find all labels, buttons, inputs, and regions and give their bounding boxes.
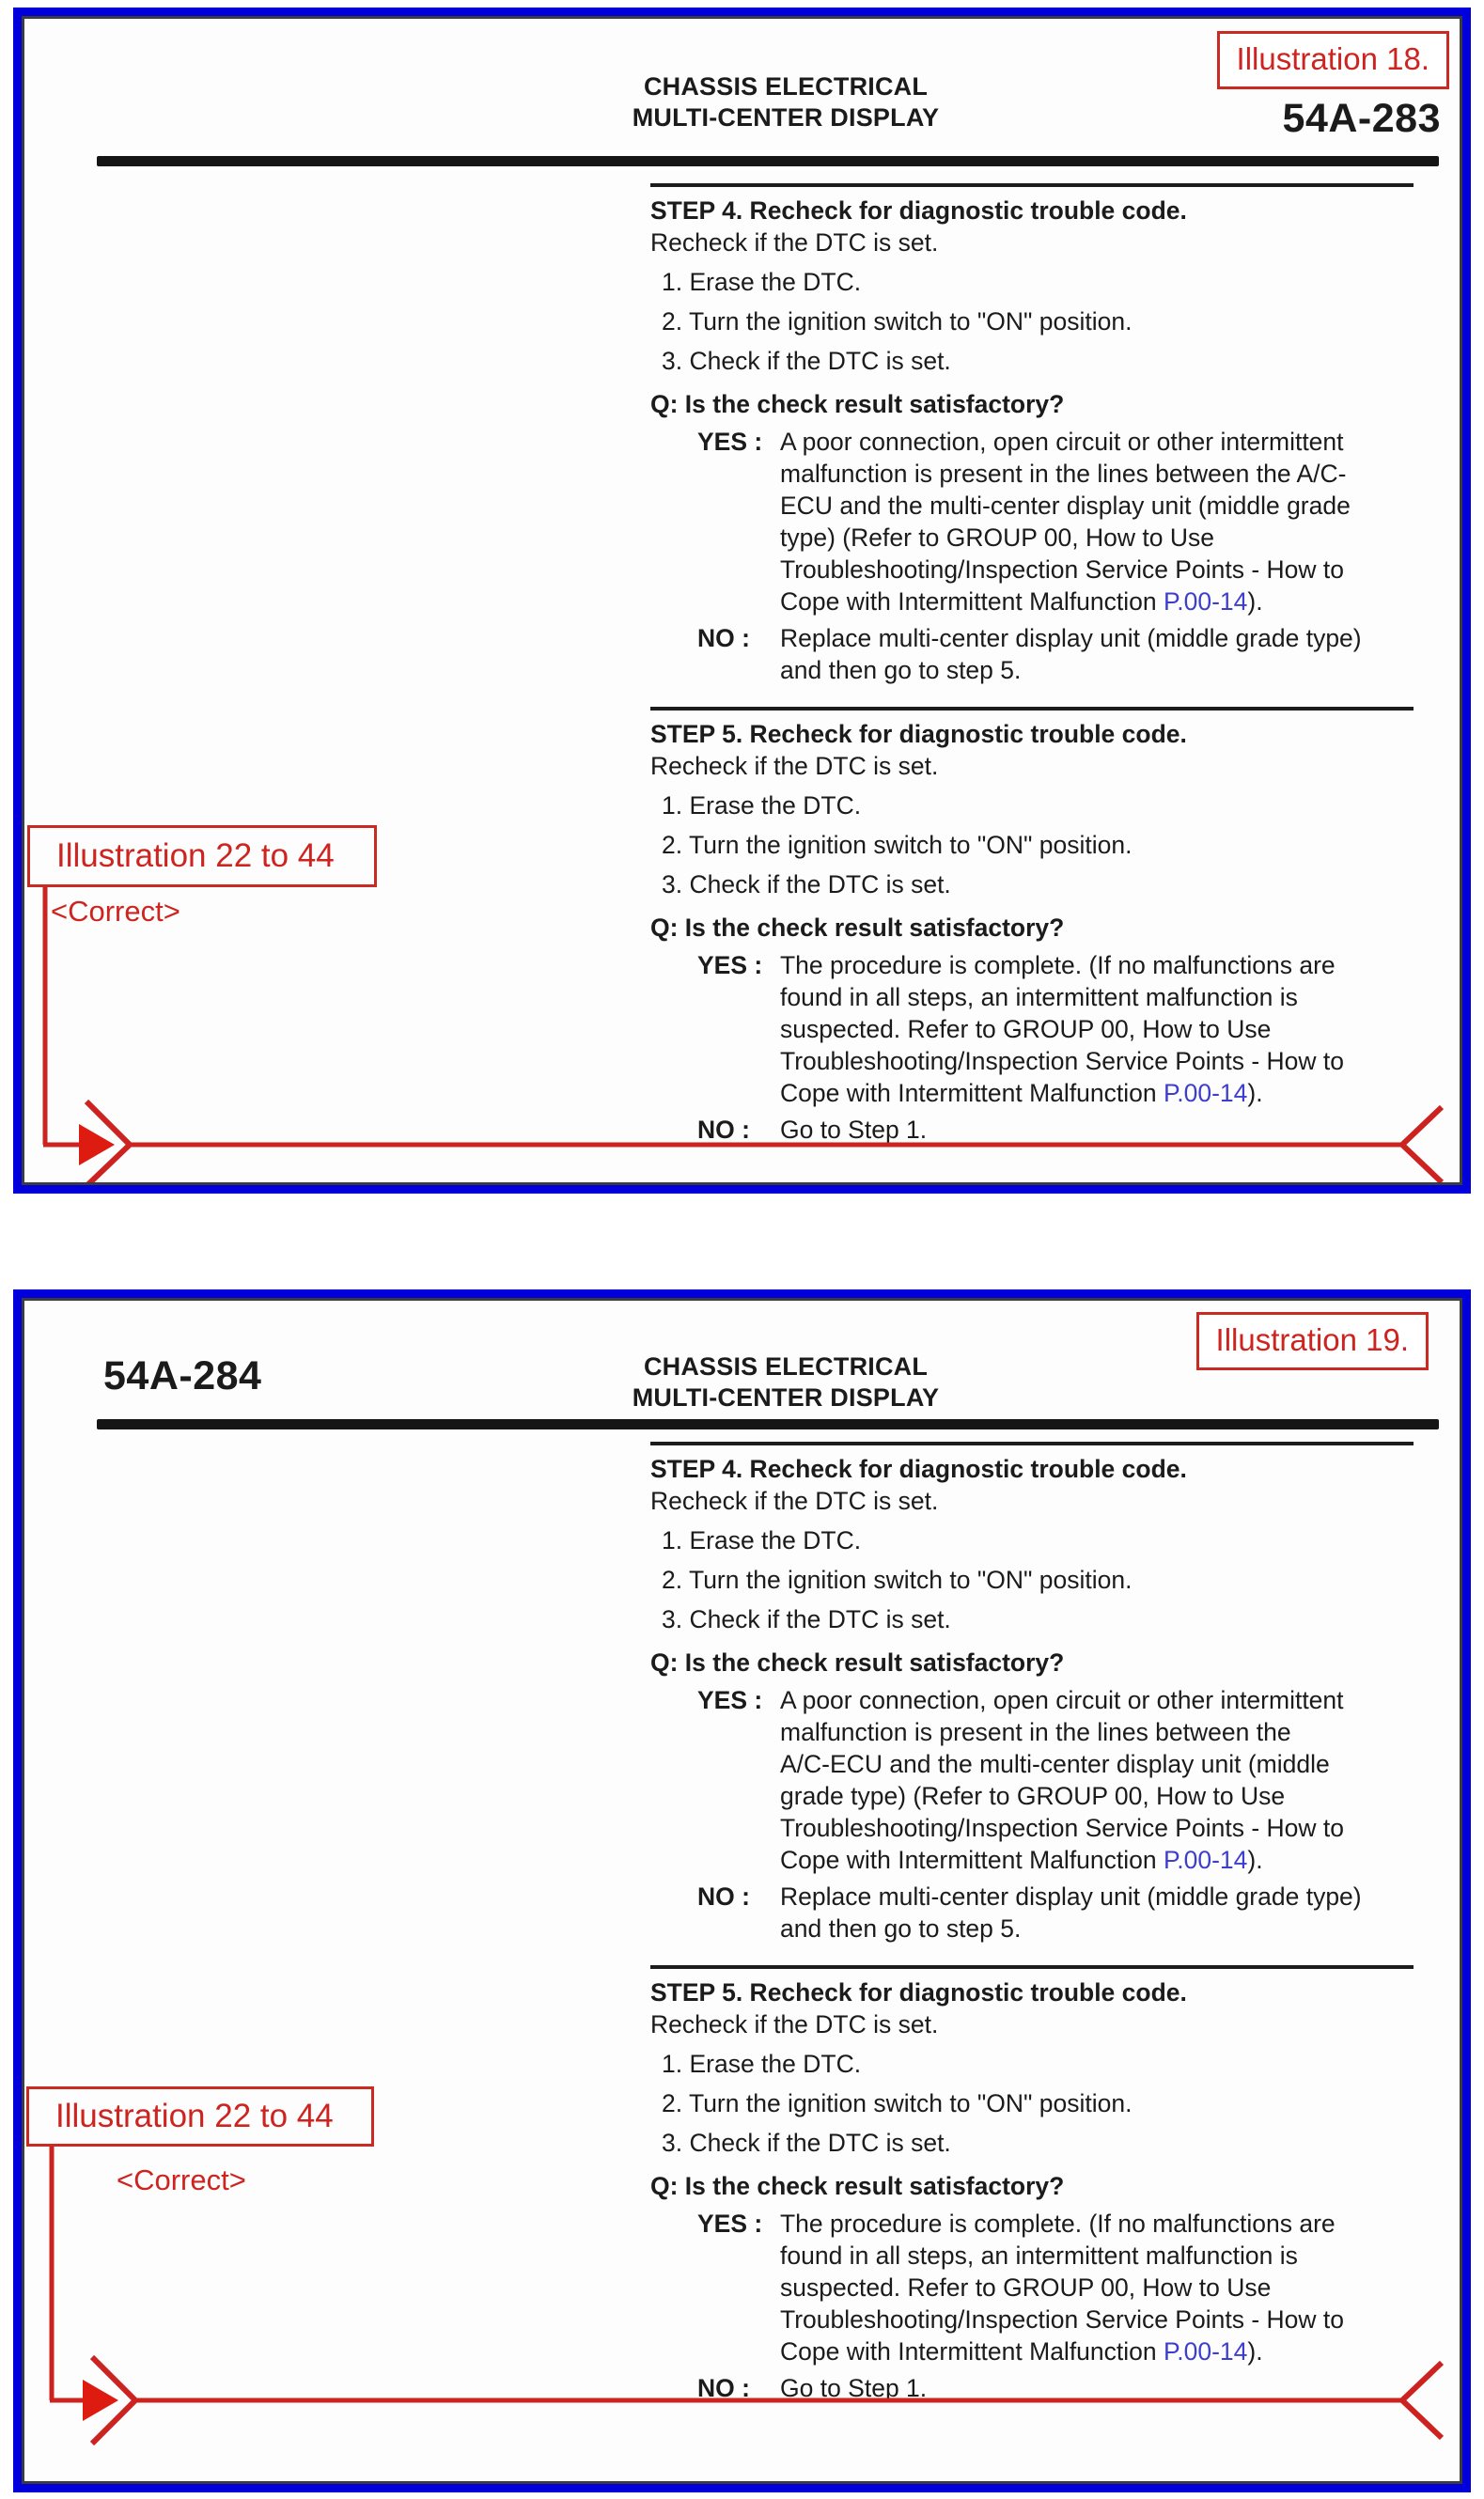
step-item: 2. Turn the ignition switch to "ON" position. <box>662 307 1133 336</box>
yes-answer <box>650 426 1414 617</box>
step-item: 3. Check if the DTC is set. <box>662 1605 951 1633</box>
page-ref-link[interactable]: P.00-14 <box>1164 1079 1248 1107</box>
yes-line: suspected. Refer to GROUP 00, How to Use <box>780 1015 1272 1043</box>
no-lines <box>780 622 1414 686</box>
yes-line: A poor connection, open circuit or other intermittent <box>780 428 1344 456</box>
yes-line: The procedure is complete. (If no malfunctions are <box>780 951 1336 979</box>
no-answer <box>650 622 1414 686</box>
manual-page-54a-283 <box>13 8 1471 1194</box>
header-line-2: MULTI-CENTER DISPLAY <box>632 103 940 132</box>
yes-line: Troubleshooting/Inspection Service Points - How to <box>780 1047 1344 1075</box>
yes-line: malfunction is present in the lines between the <box>780 1718 1291 1746</box>
arrow-chevron-right <box>92 2357 135 2444</box>
step-5-section <box>650 707 1414 1146</box>
yes-line: Cope with Intermittent Malfunction P.00-14). <box>780 2337 1263 2366</box>
yes-line: A poor connection, open circuit or other intermittent <box>780 1686 1344 1714</box>
step-item: 1. Erase the DTC. <box>662 2050 862 2078</box>
header-line-1: CHASSIS ELECTRICAL <box>643 72 929 101</box>
page-header-title <box>598 71 974 133</box>
yes-label: YES : <box>697 428 763 456</box>
yes-line: type) (Refer to GROUP 00, How to Use <box>780 523 1214 552</box>
no-answer <box>650 1881 1414 1945</box>
yes-lines <box>780 426 1414 617</box>
step-item: 3. Check if the DTC is set. <box>662 2129 951 2157</box>
yes-line: A/C-ECU and the multi-center display unit (middle <box>780 1750 1330 1778</box>
illustration-tag: Illustration 19. <box>1196 1312 1429 1370</box>
page-header-title <box>598 1351 974 1413</box>
step-item: 1. Erase the DTC. <box>662 791 862 820</box>
yes-lines <box>780 2208 1414 2367</box>
yes-line: Cope with Intermittent Malfunction P.00-14). <box>780 1846 1263 1874</box>
step-intro: Recheck if the DTC is set. <box>650 1487 939 1515</box>
no-line: and then go to step 5. <box>780 1914 1022 1943</box>
yes-line: grade type) (Refer to GROUP 00, How to Use <box>780 1782 1286 1810</box>
step-item: 2. Turn the ignition switch to "ON" position. <box>662 2089 1133 2117</box>
step-item: 1. Erase the DTC. <box>662 268 862 296</box>
annotation-correct-label: <Correct> <box>117 2163 246 2196</box>
no-lines <box>780 1114 1414 1146</box>
manual-page-54a-284 <box>13 1289 1471 2492</box>
step-item: 2. Turn the ignition switch to "ON" position. <box>662 1566 1133 1594</box>
step-item: 2. Turn the ignition switch to "ON" position. <box>662 831 1133 859</box>
no-lines <box>780 1881 1414 1945</box>
header-rule <box>97 1419 1439 1429</box>
step-title: STEP 4. Recheck for diagnostic trouble code. <box>650 196 1187 225</box>
yes-label: YES : <box>697 2210 763 2238</box>
no-line: Replace multi-center display unit (middle grade type) <box>780 624 1362 652</box>
procedure-column <box>650 183 1414 1146</box>
no-line: and then go to step 5. <box>780 656 1022 684</box>
page-number: 54A-284 <box>103 1353 262 1398</box>
step-5-section <box>650 1965 1414 2404</box>
yes-answer <box>650 1684 1414 1876</box>
question-line: Q: Is the check result satisfactory? <box>650 390 1065 418</box>
yes-line: found in all steps, an intermittent malfunction is <box>780 2241 1298 2270</box>
page-number: 54A-283 <box>1282 96 1441 141</box>
no-label: NO : <box>697 624 750 652</box>
step-title: STEP 4. Recheck for diagnostic trouble code. <box>650 1455 1187 1483</box>
annotation-range-box: Illustration 22 to 44 <box>26 2086 374 2147</box>
no-lines <box>780 2372 1414 2404</box>
step-item: 3. Check if the DTC is set. <box>662 347 951 375</box>
no-answer <box>650 2372 1414 2404</box>
question-line: Q: Is the check result satisfactory? <box>650 2172 1065 2200</box>
no-line: Replace multi-center display unit (middle grade type) <box>780 1882 1362 1911</box>
step-title: STEP 5. Recheck for diagnostic trouble code. <box>650 720 1187 748</box>
header-rule <box>97 156 1439 166</box>
annotation-correct-label: <Correct> <box>51 895 180 928</box>
page-ref-link[interactable]: P.00-14 <box>1164 1846 1248 1874</box>
yes-line: Troubleshooting/Inspection Service Points - How to <box>780 1814 1344 1842</box>
yes-lines <box>780 1684 1414 1876</box>
page-ref-link[interactable]: P.00-14 <box>1164 587 1248 616</box>
yes-line: The procedure is complete. (If no malfunctions are <box>780 2210 1336 2238</box>
header-line-1: CHASSIS ELECTRICAL <box>643 1352 929 1381</box>
step-title: STEP 5. Recheck for diagnostic trouble code. <box>650 1978 1187 2007</box>
yes-label: YES : <box>697 951 763 979</box>
no-line: Go to Step 1. <box>780 1116 928 1144</box>
yes-line: ECU and the multi-center display unit (middle grade <box>780 492 1351 520</box>
no-line: Go to Step 1. <box>780 2374 928 2402</box>
yes-line: suspected. Refer to GROUP 00, How to Use <box>780 2273 1272 2302</box>
yes-line: Cope with Intermittent Malfunction P.00-14). <box>780 587 1263 616</box>
arrow-head-solid <box>79 1124 115 1165</box>
yes-answer <box>650 949 1414 1109</box>
step-4-section <box>650 1442 1414 1945</box>
page-ref-link[interactable]: P.00-14 <box>1164 2337 1248 2366</box>
page-frame <box>22 16 1462 1185</box>
illustration-tag: Illustration 18. <box>1217 31 1449 89</box>
yes-label: YES : <box>697 1686 763 1714</box>
no-label: NO : <box>697 1882 750 1911</box>
procedure-column <box>650 1442 1414 2404</box>
step-intro: Recheck if the DTC is set. <box>650 2010 939 2038</box>
yes-line: Troubleshooting/Inspection Service Points - How to <box>780 555 1344 584</box>
no-answer <box>650 1114 1414 1146</box>
yes-answer <box>650 2208 1414 2367</box>
yes-line: found in all steps, an intermittent malfunction is <box>780 983 1298 1011</box>
question-line: Q: Is the check result satisfactory? <box>650 914 1065 942</box>
arrow-chevron-right <box>86 1101 130 1182</box>
yes-line: malfunction is present in the lines between the A/C- <box>780 460 1347 488</box>
yes-line: Cope with Intermittent Malfunction P.00-14). <box>780 1079 1263 1107</box>
page-frame <box>22 1298 1462 2484</box>
step-intro: Recheck if the DTC is set. <box>650 752 939 780</box>
yes-line: Troubleshooting/Inspection Service Points - How to <box>780 2305 1344 2334</box>
no-label: NO : <box>697 1116 750 1144</box>
step-item: 1. Erase the DTC. <box>662 1526 862 1554</box>
step-item: 3. Check if the DTC is set. <box>662 870 951 898</box>
yes-lines <box>780 949 1414 1109</box>
annotation-range-box: Illustration 22 to 44 <box>27 825 377 887</box>
question-line: Q: Is the check result satisfactory? <box>650 1648 1065 1677</box>
arrow-head-solid <box>83 2380 118 2421</box>
header-line-2: MULTI-CENTER DISPLAY <box>632 1383 940 1412</box>
no-label: NO : <box>697 2374 750 2402</box>
step-4-section <box>650 183 1414 686</box>
step-intro: Recheck if the DTC is set. <box>650 228 939 257</box>
